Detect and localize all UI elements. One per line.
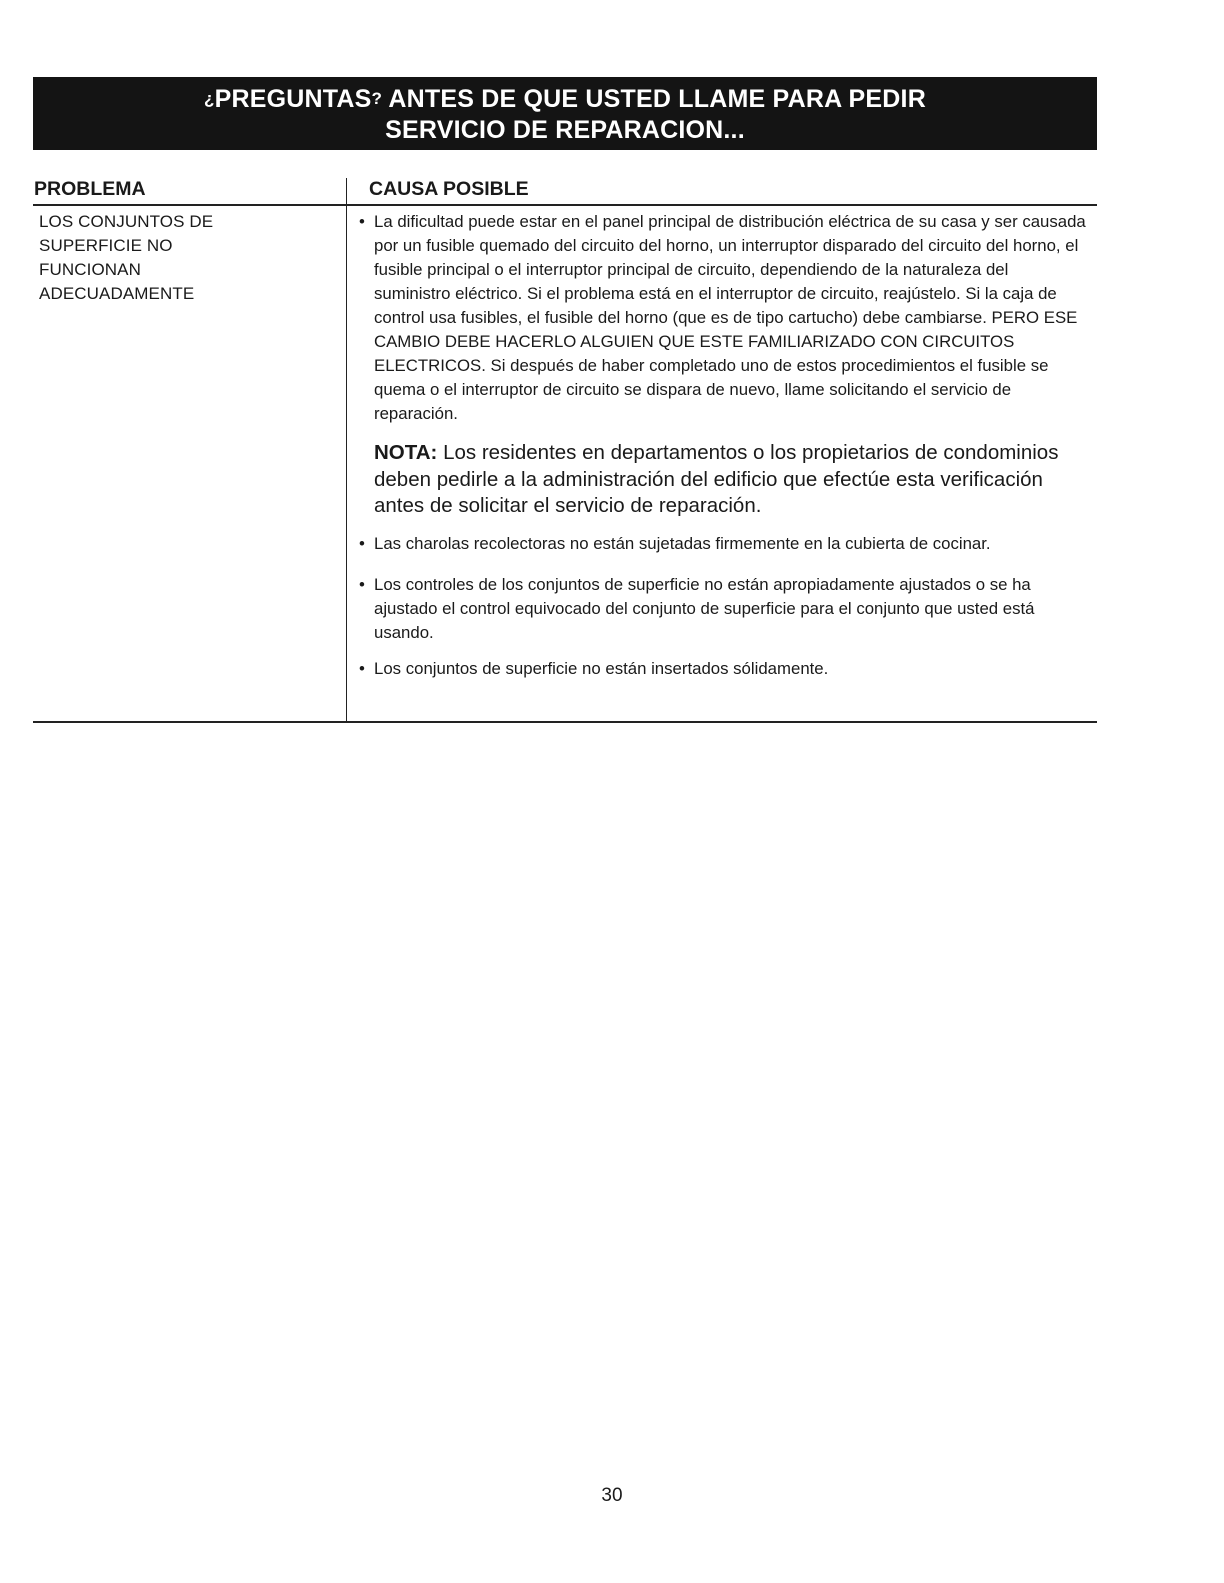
cause-item-electrical-panel: [359, 210, 1089, 426]
page-header-banner: [33, 77, 1097, 150]
cause-text: Los controles de los conjuntos de superficie no están apropiadamente ajustados o se ha ajustado el control equivocado del conjunto de superficie para el conjunto que usted está usando.: [374, 574, 1035, 642]
note-text: Los residentes en departamentos o los propietarios de condominios deben pedirle a la administración del edificio que efectúe esta verificación antes de solicitar el servicio de reparación.: [374, 441, 1059, 517]
possible-causes-list: [359, 210, 1089, 681]
problem-line: ADECUADAMENTE: [39, 284, 195, 303]
cause-column-heading: CAUSA POSIBLE: [369, 178, 529, 200]
table-top-rule: [33, 204, 1097, 206]
bullet-marker: •: [359, 574, 365, 594]
cause-text: Los conjuntos de superficie no están insertados sólidamente.: [374, 658, 829, 678]
problem-line: SUPERFICIE NO: [39, 236, 173, 255]
header-qmark-open: ¿: [204, 89, 215, 108]
cause-item-insertion: [359, 657, 1089, 681]
bullet-marker: •: [359, 658, 365, 678]
header-preguntas: PREGUNTAS: [214, 85, 372, 113]
problem-description: [39, 210, 339, 306]
page-number: 30: [601, 1485, 623, 1506]
cause-item-drip-pans: [359, 532, 1089, 556]
header-line-1-rest: ANTES DE QUE USTED LLAME PARA PEDIR: [382, 85, 926, 113]
table-bottom-rule: [33, 721, 1097, 723]
column-divider: [346, 178, 347, 722]
cause-note: [359, 440, 1089, 520]
header-line-1: [33, 83, 1097, 115]
problem-line: FUNCIONAN: [39, 260, 141, 279]
bullet-marker: •: [359, 212, 365, 231]
header-qmark-close: ?: [371, 89, 383, 108]
problem-line: LOS CONJUNTOS DE: [39, 212, 214, 231]
header-line-2: SERVICIO DE REPARACION...: [385, 116, 745, 144]
bullet-marker: •: [359, 533, 365, 553]
cause-item-controls: [359, 573, 1089, 645]
problem-column-heading: PROBLEMA: [34, 178, 146, 200]
note-label: NOTA:: [374, 441, 438, 464]
cause-text: La dificultad puede estar en el panel principal de distribución eléctrica de su casa y ser causada por un fusible quemado del circuito del horno, un interruptor disparado del circuito del horno, el fusible principal o el interruptor principal de circuito, dependiendo de la naturaleza del suministro eléctrico. Si el problema está en el interruptor de circuito, reajústelo. Si la caja de control usa fusibles, el fusible del horno (que es de tipo cartucho) debe cambiarse. PERO ESE CAMBIO DEBE HACERLO ALGUIEN QUE ESTE FAMILIARIZADO CON CIRCUITOS ELECTRICOS. Si después de haber completado uno de estos procedimientos el fusible se quema o el interruptor de circuito se dispara de nuevo, llame solicitando el servicio de reparación.: [374, 212, 1086, 423]
cause-text: Las charolas recolectoras no están sujetadas firmemente en la cubierta de cocinar.: [374, 533, 991, 553]
